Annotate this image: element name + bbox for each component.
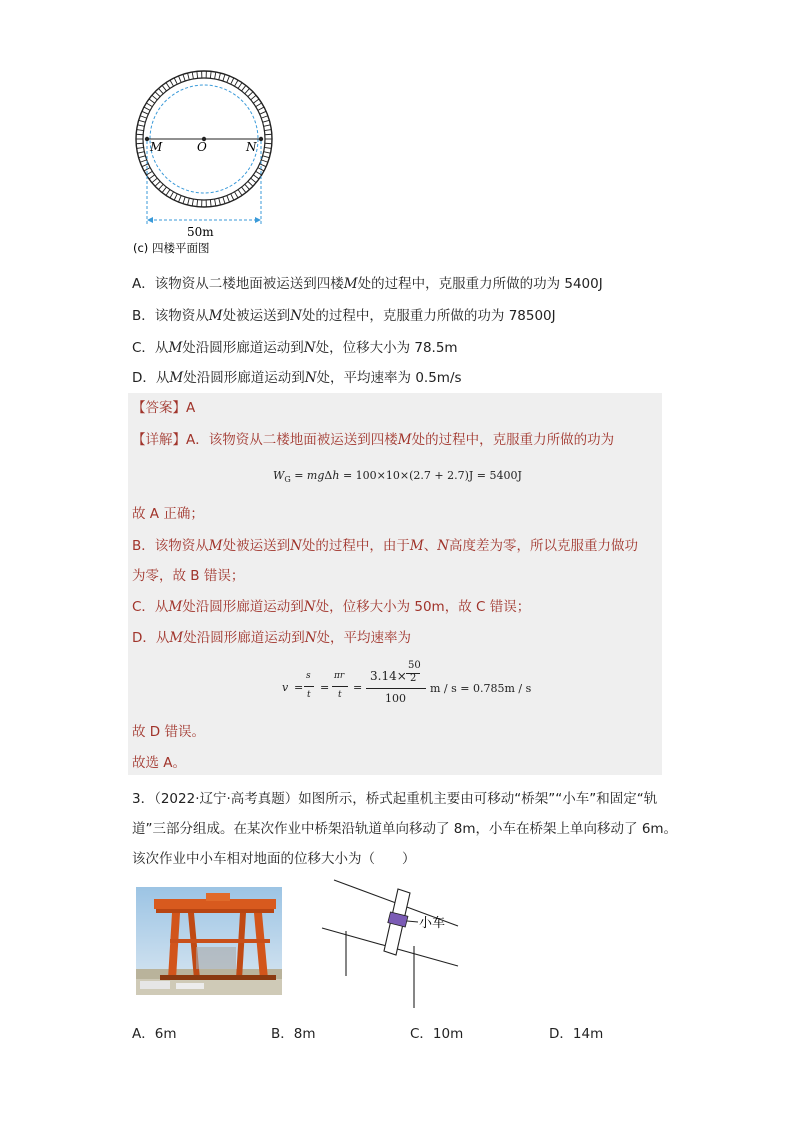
- ring-tick: [155, 181, 160, 186]
- ring-tick: [174, 78, 177, 84]
- gantry-crane-photo: [136, 887, 282, 995]
- ring-tick: [242, 187, 246, 193]
- ring-tick: [264, 152, 271, 153]
- ring-tick: [261, 116, 268, 118]
- ring-tick: [139, 120, 146, 122]
- ring-tick: [140, 116, 147, 118]
- detail-b-line1: B．该物资从M处被运送到N处的过程中，由于M、N高度差为零，所以克服重力做功: [132, 538, 639, 554]
- formula-speed: v = s t = πr t = 3.14× 50 2 100 m / s = 0.785m / s: [282, 660, 532, 705]
- label-N: N: [246, 140, 257, 154]
- q3-line1: 3．（2022·辽宁·高考真题）如图所示，桥式起重机主要由可移动“桥架”“小车”和固定“轨: [132, 791, 658, 807]
- detail-d-line: D．从M处沿圆形廊道运动到N处，平均速率为: [132, 630, 412, 646]
- ring-tick: [162, 85, 166, 91]
- option-c: C．从M处沿圆形廊道运动到N处，位移大小为 78.5m: [132, 340, 458, 356]
- ring-tick: [152, 178, 157, 182]
- option-d: D．从M处沿圆形廊道运动到N处，平均速率为 0.5m/s: [132, 370, 462, 386]
- formula-work: $W_G = mg\Delta h = 100\times 10\times(2.7 + 2.7)J = 5400J$: [273, 469, 522, 485]
- final-answer: 故选 A。: [132, 755, 187, 771]
- ring-tick: [223, 74, 225, 81]
- ring-tick: [137, 130, 144, 131]
- q3-option-b: B．8m: [271, 1026, 316, 1042]
- figure-caption: (c) 四楼平面图: [133, 241, 210, 255]
- ring-tick: [146, 103, 152, 107]
- ring-tick: [261, 160, 268, 162]
- ring-tick: [137, 152, 144, 153]
- ring-tick: [245, 184, 250, 189]
- floor-plan-figure: [125, 66, 285, 262]
- ring-tick: [260, 111, 266, 114]
- answer-label: 【答案】A: [132, 400, 196, 416]
- ring-tick: [192, 199, 193, 206]
- ring-tick: [263, 120, 270, 122]
- ring-tick: [144, 107, 150, 110]
- trolley-label: 小车: [419, 916, 446, 931]
- ring-tick: [162, 187, 166, 193]
- ring-tick: [235, 192, 239, 198]
- ring-tick: [231, 78, 234, 84]
- ring-tick: [197, 71, 198, 78]
- ring-tick: [139, 156, 146, 158]
- dim-arrow-right: [255, 217, 261, 223]
- ring-tick: [264, 125, 271, 126]
- crane-schematic: [318, 876, 478, 1012]
- dim-arrow-left: [147, 217, 153, 223]
- ring-tick: [188, 73, 190, 80]
- ring-tick: [248, 181, 253, 186]
- ring-tick: [149, 99, 155, 103]
- trolley-pointer: [407, 921, 418, 922]
- detail-b-line2: 为零，故 B 错误；: [132, 568, 245, 584]
- ring-tick: [219, 73, 221, 80]
- q3-option-d: D．14m: [549, 1026, 604, 1042]
- ring-tick: [137, 147, 144, 148]
- ring-tick: [256, 103, 262, 107]
- ring-tick: [152, 95, 157, 99]
- ring-tick: [242, 85, 246, 91]
- option-b: B．该物资从M处被运送到N处的过程中，克服重力所做的功为 78500J: [132, 308, 556, 324]
- ring-tick: [158, 88, 163, 93]
- ring-tick: [183, 197, 185, 204]
- ring-tick: [210, 71, 211, 78]
- q3-line3: 该次作业中小车相对地面的位移大小为（ ）: [132, 851, 416, 867]
- ring-tick: [235, 80, 239, 86]
- point-M: [145, 137, 149, 141]
- label-O: O: [197, 140, 207, 154]
- ring-tick: [188, 198, 190, 205]
- ring-tick: [215, 72, 216, 79]
- ring-tick: [263, 156, 270, 158]
- ring-tick: [158, 184, 163, 189]
- label-M: M: [150, 140, 163, 154]
- ring-tick: [155, 92, 160, 97]
- ring-tick: [170, 80, 174, 86]
- ring-tick: [238, 83, 242, 89]
- q3-line2: 道”三部分组成。在某次作业中桥架沿轨道单向移动了 8m，小车在桥架上单向移动了 6m。: [132, 821, 678, 837]
- ring-tick: [166, 190, 170, 196]
- ring-tick: [149, 175, 155, 179]
- ring-tick: [231, 194, 234, 200]
- ring-tick: [197, 200, 198, 207]
- ring-tick: [248, 92, 253, 97]
- ring-tick: [219, 198, 221, 205]
- ring-tick: [215, 199, 216, 206]
- ring-tick: [251, 95, 256, 99]
- ring-tick: [245, 88, 250, 93]
- ring-tick: [170, 192, 174, 198]
- detail-c-line: C．从M处沿圆形廊道运动到N处，位移大小为 50m，故 C 错误；: [132, 599, 531, 615]
- q3-option-c: C．10m: [410, 1026, 464, 1042]
- ring-tick: [210, 200, 211, 207]
- point-N: [259, 137, 263, 141]
- ring-tick: [174, 194, 177, 200]
- ring-tick: [227, 196, 230, 202]
- ring-tick: [142, 111, 148, 114]
- option-a: A．该物资从二楼地面被运送到四楼M处的过程中，克服重力所做的功为 5400J: [132, 276, 603, 292]
- ring-tick: [264, 147, 271, 148]
- ring-tick: [264, 130, 271, 131]
- ring-tick: [179, 76, 182, 82]
- ring-tick: [253, 99, 259, 103]
- ring-tick: [251, 178, 256, 182]
- ring-tick: [258, 107, 264, 110]
- ring-tick: [238, 190, 242, 196]
- q3-option-a: A．6m: [132, 1026, 177, 1042]
- ring-tick: [166, 83, 170, 89]
- ring-tick: [179, 196, 182, 202]
- detail-d-wrong: 故 D 错误。: [132, 724, 205, 740]
- dimension-label: 50m: [187, 225, 214, 239]
- ring-tick: [253, 175, 259, 179]
- ring-tick: [227, 76, 230, 82]
- detail-a-correct: 故 A 正确；: [132, 506, 204, 522]
- ring-tick: [137, 125, 144, 126]
- ring-tick: [183, 74, 185, 81]
- detail-a-line: 【详解】A．该物资从二楼地面被运送到四楼M处的过程中，克服重力所做的功为: [132, 432, 615, 448]
- ring-tick: [140, 160, 147, 162]
- ring-tick: [223, 197, 225, 204]
- ring-tick: [192, 72, 193, 79]
